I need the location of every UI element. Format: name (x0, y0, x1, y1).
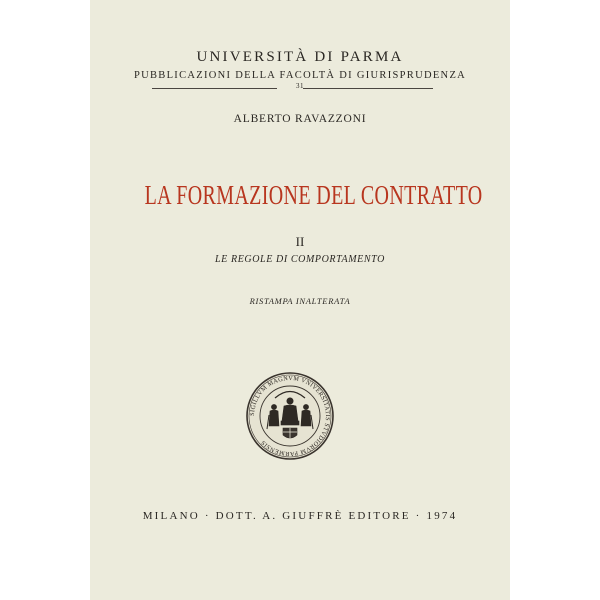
author-name: ALBERTO RAVAZZONI (233, 113, 367, 125)
book-cover-page (90, 0, 510, 600)
university-name: UNIVERSITÀ DI PARMA (196, 49, 404, 65)
series-name: PUBBLICAZIONI DELLA FACOLTÀ DI GIURISPRUDENZA (133, 70, 467, 81)
part-number: II (295, 234, 305, 249)
divider-rule-right (303, 88, 433, 89)
svg-text:SIGILLVM MAGNVM VNIVERSITATIS: SIGILLVM MAGNVM VNIVERSITATIS STVDIORVM PARMENSIS (248, 374, 332, 458)
edition-note: RISTAMPA INALTERATA (249, 296, 351, 306)
publisher-line: MILANO · DOTT. A. GIUFFRÈ EDITORE · 1974 (142, 510, 458, 522)
university-seal-icon (245, 371, 335, 461)
book-title: LA FORMAZIONE DEL CONTRATTO (144, 180, 483, 210)
volume-number: 31 (296, 82, 304, 90)
book-subtitle: LE REGOLE DI COMPORTAMENTO (215, 254, 385, 265)
